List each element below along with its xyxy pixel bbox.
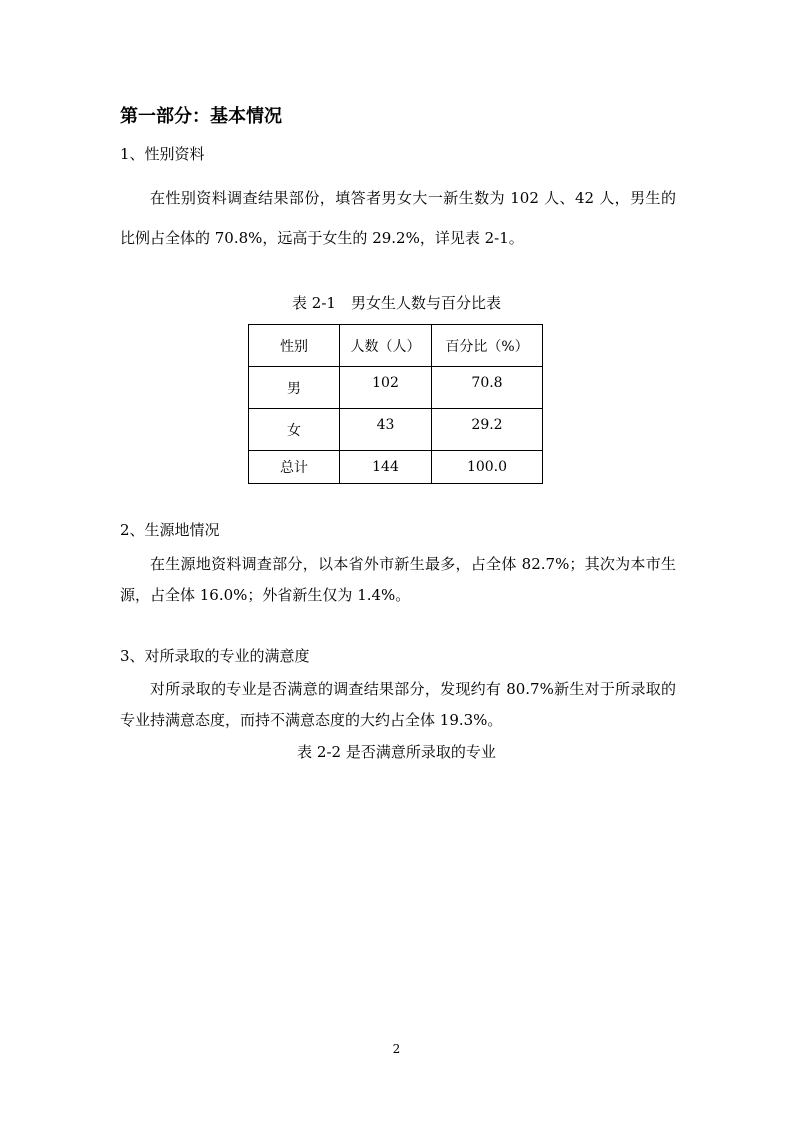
table-cell: 100.0 xyxy=(432,451,543,484)
table-cell: 女 xyxy=(249,409,340,451)
table-header-cell: 人数（人） xyxy=(340,325,432,367)
table-row xyxy=(249,451,543,484)
section-heading-satisfaction: 3、对所录取的专业的满意度 xyxy=(120,647,310,665)
table-caption-2-1: 表 2-1 男女生人数与百分比表 xyxy=(292,294,501,312)
section-heading-gender: 1、性别资料 xyxy=(120,145,205,163)
table-cell: 总计 xyxy=(249,451,340,484)
table-row xyxy=(249,367,543,409)
table-header-cell: 百分比（%） xyxy=(432,325,543,367)
table-row xyxy=(249,409,543,451)
table-header-cell: 性别 xyxy=(249,325,340,367)
table-cell: 43 xyxy=(340,409,432,451)
table-cell: 男 xyxy=(249,367,340,409)
table-caption-2-2: 表 2-2 是否满意所录取的专业 xyxy=(297,743,496,761)
table-cell: 70.8 xyxy=(432,367,543,409)
page-title: 第一部分：基本情况 xyxy=(120,106,282,127)
page-number: 2 xyxy=(392,1042,401,1056)
paragraph-origin: 在生源地资料调查部分，以本省外市新生最多，占全体 82.7%；其次为本市生源，占全体 16.0%；外省新生仅为 1.4%。 xyxy=(120,555,676,604)
paragraph-gender: 在性别资料调查结果部份，填答者男女大一新生数为 102 人、42 人，男生的比例占全体的 70.8%，远高于女生的 29.2%，详见表 2-1。 xyxy=(120,189,676,247)
gender-table xyxy=(248,324,543,484)
table-cell: 29.2 xyxy=(432,409,543,451)
table-cell: 102 xyxy=(340,367,432,409)
table-cell: 144 xyxy=(340,451,432,484)
table-header-row xyxy=(249,325,543,367)
section-heading-origin: 2、生源地情况 xyxy=(120,521,220,539)
paragraph-satisfaction: 对所录取的专业是否满意的调查结果部分，发现约有 80.7%新生对于所录取的专业持满意态度，而持不满意态度的大约占全体 19.3%。 xyxy=(120,680,676,729)
